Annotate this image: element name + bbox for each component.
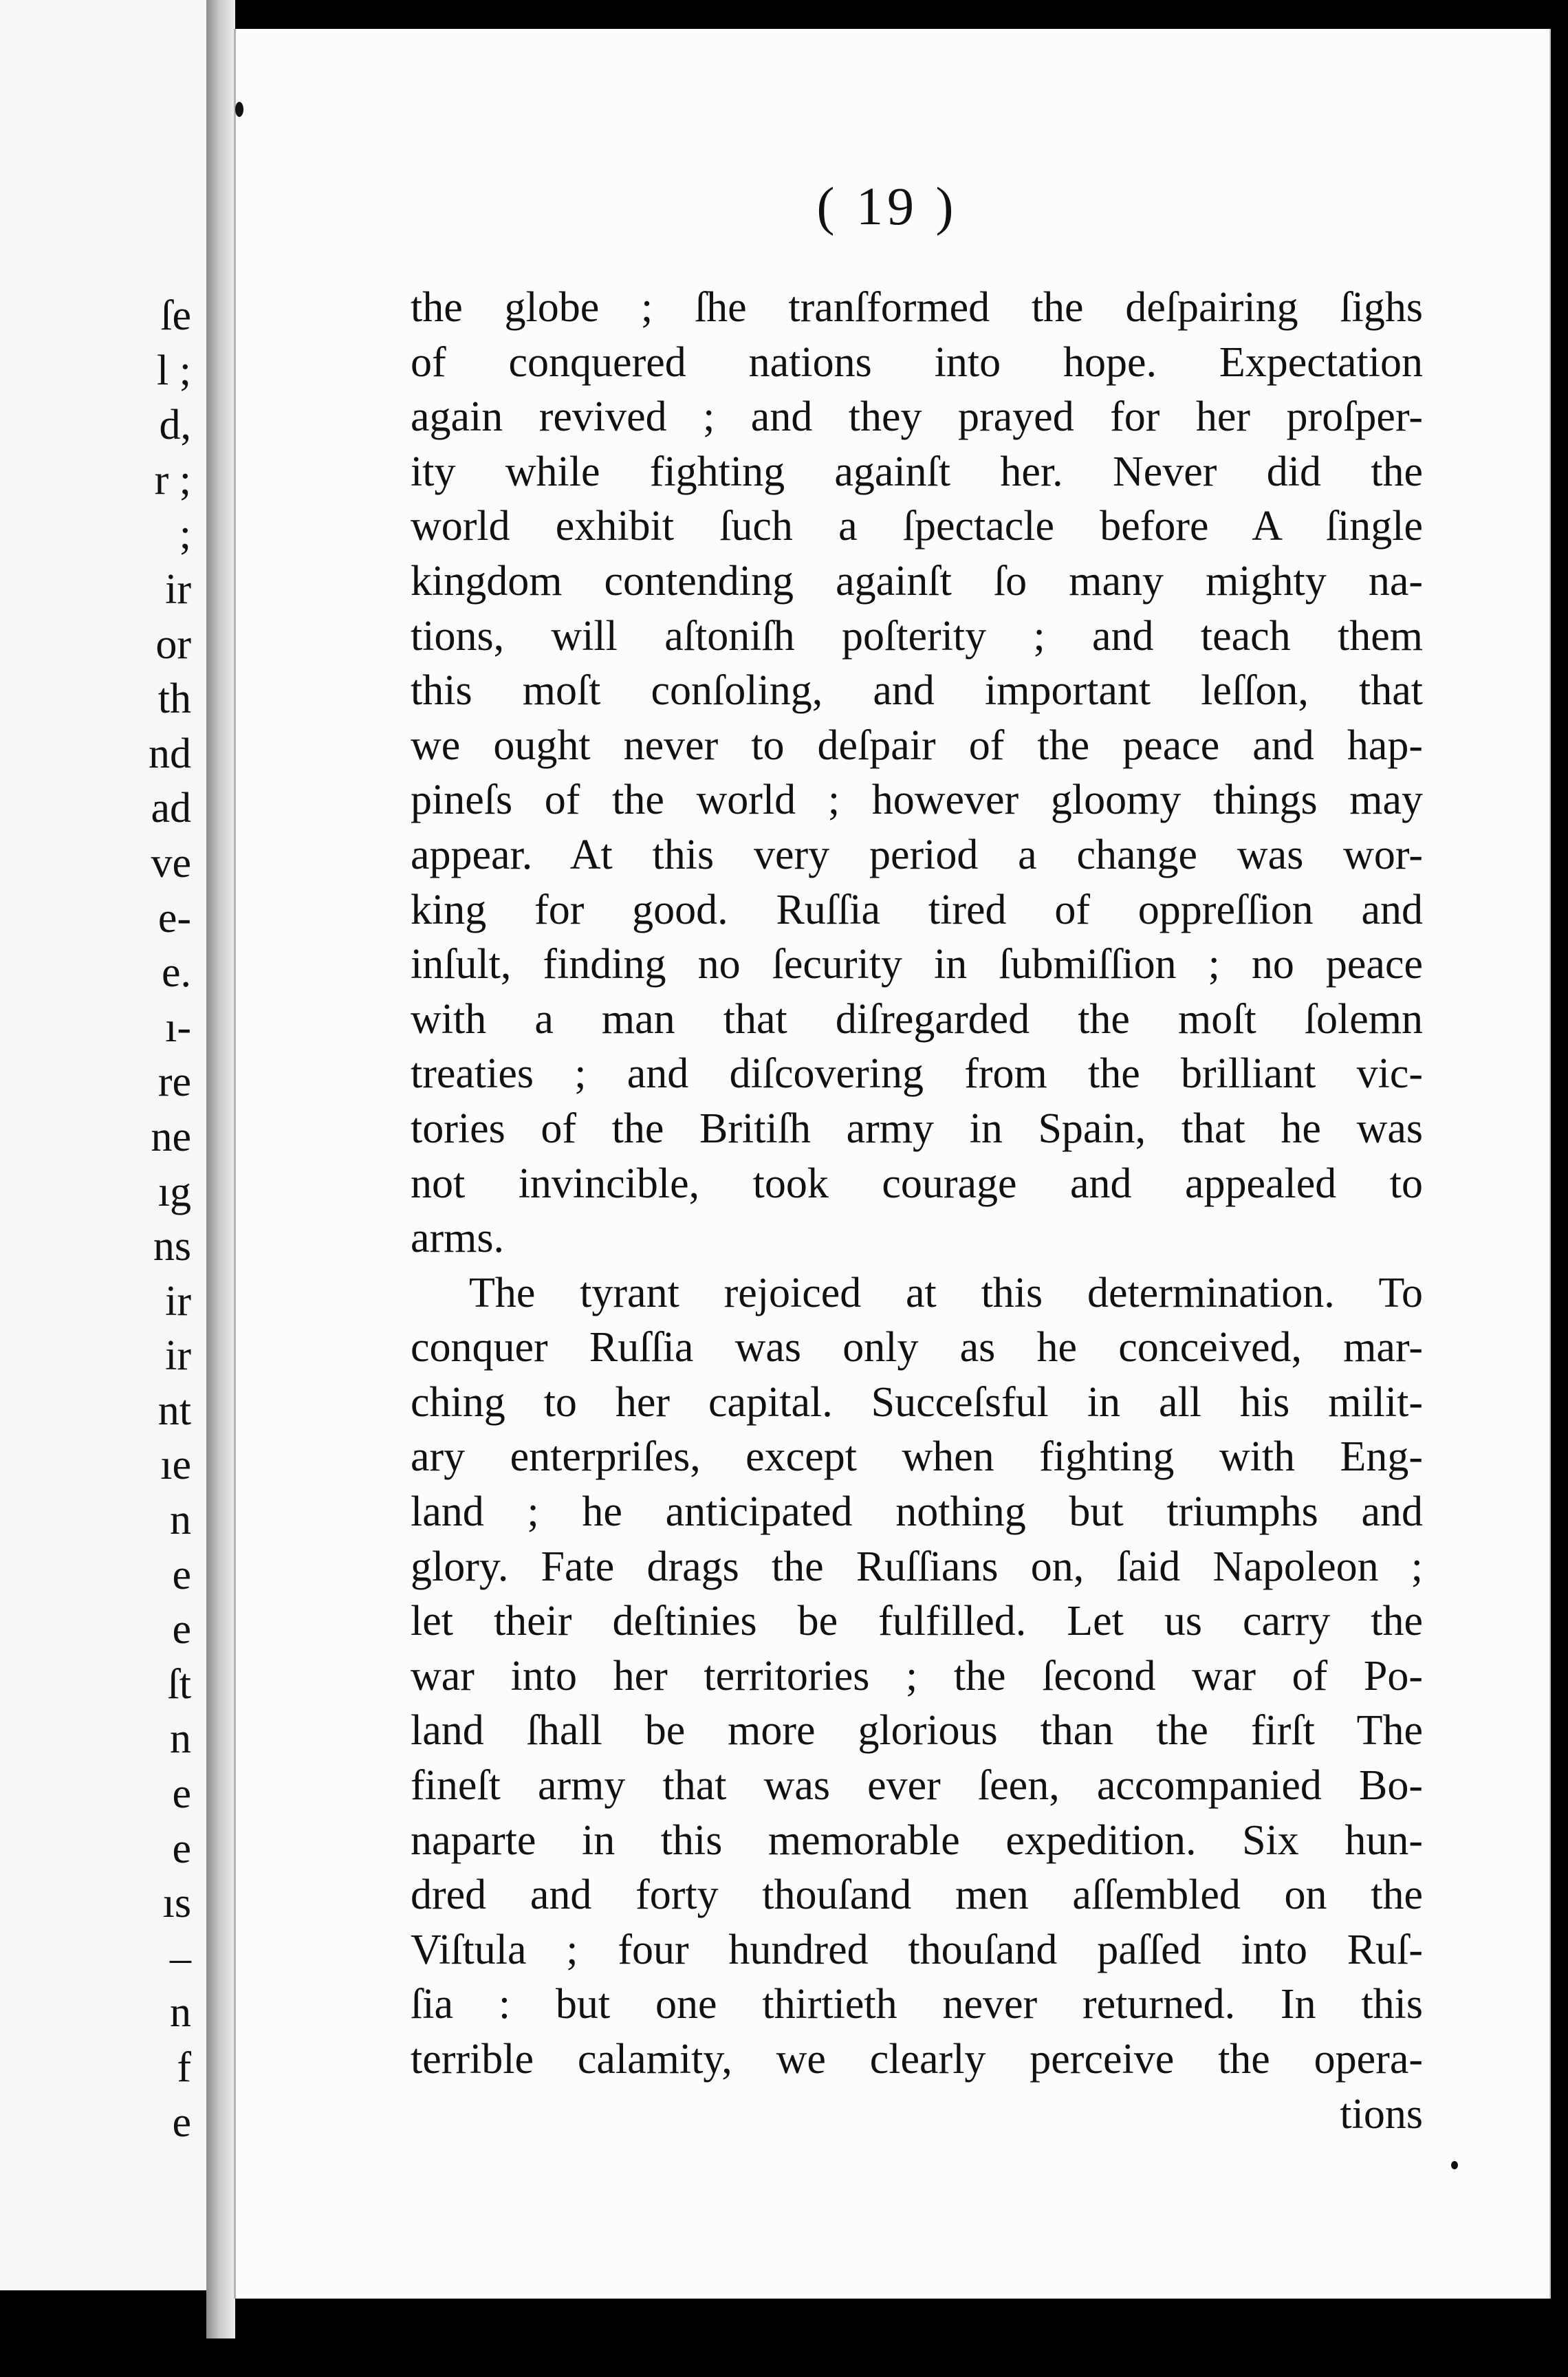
facing-line-fragment: ns	[153, 1223, 191, 1270]
facing-line-fragment: f	[177, 2044, 191, 2091]
text-line: of conquered nations into hope. Expectation	[411, 338, 1423, 386]
facing-line-fragment: ve	[151, 839, 191, 887]
facing-line-fragment: nd	[149, 730, 191, 777]
text-line: this moſt conſoling, and important leſſon, that	[411, 667, 1423, 715]
text-line: kingdom contending againſt ſo many mighty na-	[411, 557, 1423, 605]
facing-line-fragment: ıe	[160, 1442, 191, 1489]
facing-line-fragment: e	[172, 2098, 191, 2146]
facing-line-fragment: e	[172, 1551, 191, 1598]
text-line: naparte in this memorable expedition. Six hun-	[411, 1816, 1423, 1864]
facing-line-fragment: nt	[157, 1387, 191, 1434]
text-line: ary enterpriſes, except when fighting with Eng-	[411, 1433, 1423, 1481]
text-line: ſia : but one thirtieth never returned. In this	[411, 1981, 1423, 2028]
facing-line-fragment: r ;	[154, 456, 191, 503]
text-line: inſult, finding no ſecurity in ſubmiſſion ; no peace	[411, 941, 1423, 988]
facing-page	[0, 0, 208, 2290]
text-line: let their deſtinies be fulfilled. Let us carry the	[411, 1598, 1423, 1645]
text-line: land ; he anticipated nothing but triumphs and	[411, 1488, 1423, 1536]
text-line: The tyrant rejoiced at this determination. To	[469, 1269, 1423, 1316]
text-line: dred and forty thouſand men aſſembled on the	[411, 1871, 1423, 1919]
facing-line-fragment: ſe	[160, 292, 191, 339]
text-line: not invincible, took courage and appealed to	[411, 1160, 1423, 1207]
text-line: the globe ; ſhe tranſformed the deſpairing ſighs	[411, 284, 1423, 331]
facing-line-fragment: l ;	[157, 347, 191, 394]
facing-line-fragment: ı-	[165, 1003, 191, 1051]
text-line: again revived ; and they prayed for her proſper-	[411, 393, 1423, 441]
text-line: ity while fighting againſt her. Never did the	[411, 448, 1423, 495]
ink-speck	[1451, 2161, 1458, 2169]
facing-line-fragment: n	[170, 1497, 191, 1544]
facing-line-fragment: e-	[157, 894, 191, 942]
text-line: king for good. Ruſſia tired of oppreſſion and	[411, 886, 1423, 933]
text-line: tories of the Britiſh army in Spain, that he was	[411, 1105, 1423, 1152]
facing-page-line-ends	[149, 289, 191, 2150]
facing-line-fragment: ıg	[157, 1168, 191, 1215]
text-line: ching to her capital. Succeſsful in all his milit-	[411, 1378, 1423, 1426]
text-line: tions, will aſtoniſh poſterity ; and teach them	[411, 612, 1423, 660]
ink-speck	[235, 102, 243, 117]
text-line: fineſt army that was ever ſeen, accompanied Bo-	[411, 1762, 1423, 1810]
text-line: pineſs of the world ; however gloomy things may	[411, 777, 1423, 824]
text-line: arms.	[411, 1215, 505, 1262]
facing-line-fragment: ſt	[167, 1660, 191, 1708]
text-line: conquer Ruſſia was only as he conceived, mar-	[411, 1324, 1423, 1371]
facing-line-fragment: e	[172, 1825, 191, 1872]
text-line: war into her territories ; the ſecond war of Po-	[411, 1652, 1423, 1700]
text-line: glory. Fate drags the Ruſſians on, ſaid Napoleon ;	[411, 1543, 1423, 1590]
text-line: land ſhall be more glorious than the firſt The	[411, 1707, 1423, 1755]
facing-line-fragment: e	[172, 1770, 191, 1818]
text-line: we ought never to deſpair of the peace and hap-	[411, 721, 1423, 769]
text-line: appear. At this very period a change was wor-	[411, 831, 1423, 878]
book-gutter	[206, 0, 235, 2338]
body-text	[411, 281, 1423, 2142]
facing-line-fragment: ıs	[162, 1880, 191, 1927]
facing-line-fragment: –	[170, 1934, 191, 1982]
text-line: with a man that diſregarded the moſt ſolemn	[411, 995, 1423, 1043]
facing-line-fragment: e	[172, 1606, 191, 1653]
facing-line-fragment: ir	[165, 565, 191, 613]
catchword: tions	[1340, 2090, 1423, 2138]
facing-line-fragment: ir	[165, 1332, 191, 1380]
text-line: Viſtula ; four hundred thouſand paſſed into Ruſ-	[411, 1926, 1423, 1973]
facing-line-fragment: re	[157, 1059, 191, 1106]
facing-line-fragment: d,	[159, 402, 191, 449]
text-line: world exhibit ſuch a ſpectacle before A ſingle	[411, 503, 1423, 550]
text-line: terrible calamity, we clearly perceive the opera-	[411, 2036, 1423, 2083]
facing-line-fragment: ne	[151, 1113, 191, 1160]
facing-line-fragment: ;	[179, 511, 191, 558]
facing-line-fragment: ir	[165, 1277, 191, 1325]
page-number: ( 19 )	[816, 176, 958, 236]
text-line: treaties ; and diſcovering from the brilliant vic-	[411, 1050, 1423, 1098]
facing-line-fragment: ad	[151, 785, 191, 832]
facing-line-fragment: th	[157, 675, 191, 723]
facing-line-fragment: n	[170, 1989, 191, 2037]
facing-line-fragment: e.	[161, 949, 191, 997]
facing-line-fragment: n	[170, 1715, 191, 1763]
facing-line-fragment: or	[155, 620, 191, 668]
